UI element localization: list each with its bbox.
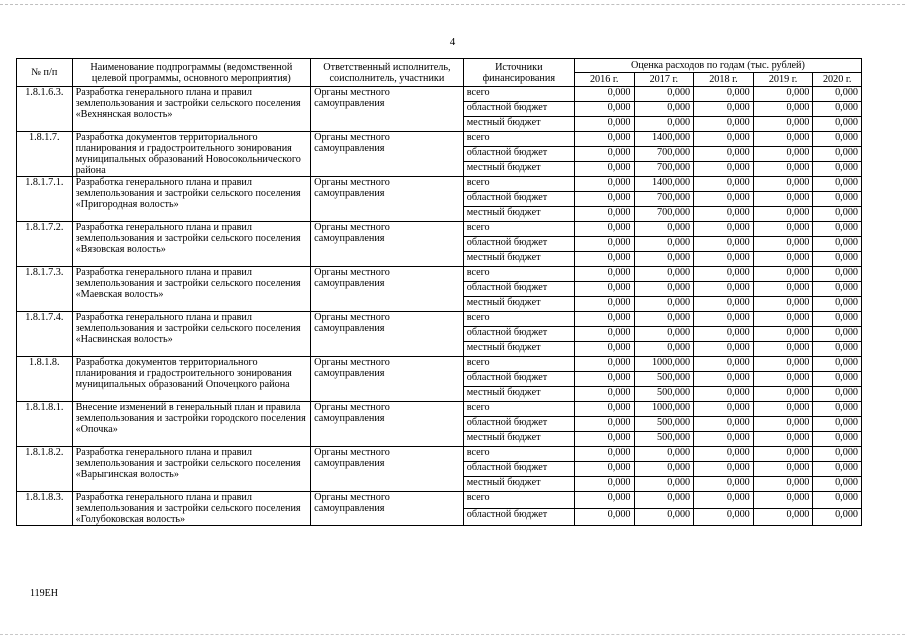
expense-value: 0,000: [574, 357, 634, 372]
header-estimate: Оценка расходов по годам (тыс. рублей): [574, 59, 861, 73]
expense-value: 0,000: [813, 267, 862, 282]
expense-value: 0,000: [634, 477, 694, 492]
expense-value: 0,000: [753, 327, 813, 342]
expense-value: 0,000: [813, 357, 862, 372]
expense-value: 0,000: [813, 132, 862, 147]
expense-value: 0,000: [574, 297, 634, 312]
table-row: [17, 357, 862, 372]
expense-value: 0,000: [813, 477, 862, 492]
row-number: 1.8.1.7.: [17, 132, 73, 177]
expense-value: 0,000: [753, 312, 813, 327]
expense-value: 0,000: [753, 462, 813, 477]
header-responsible: Ответственный исполнитель, соисполнитель, участники: [311, 59, 464, 87]
expense-value: 0,000: [634, 102, 694, 117]
expense-value: 0,000: [694, 447, 754, 462]
funding-source: областной бюджет: [463, 462, 574, 477]
expense-value: 0,000: [813, 387, 862, 402]
expense-value: 0,000: [634, 327, 694, 342]
activity-name: Разработка генерального плана и правил землепользования и застройки сельского поселения «Вехнянская волость»: [72, 87, 311, 132]
table-row: [17, 492, 862, 509]
responsible-executor: Органы местного самоуправления: [311, 312, 464, 357]
expense-value: 0,000: [813, 282, 862, 297]
expense-value: 0,000: [694, 177, 754, 192]
expense-value: 0,000: [813, 312, 862, 327]
expense-value: 1000,000: [634, 402, 694, 417]
expense-value: 0,000: [694, 492, 754, 509]
funding-source: всего: [463, 447, 574, 462]
expense-value: 0,000: [634, 312, 694, 327]
row-number: 1.8.1.7.4.: [17, 312, 73, 357]
expense-value: 0,000: [634, 252, 694, 267]
expense-value: 0,000: [574, 327, 634, 342]
expense-value: 0,000: [753, 87, 813, 102]
table-row: [17, 177, 862, 192]
expense-value: 0,000: [574, 477, 634, 492]
scan-edge-bottom: [0, 634, 905, 635]
header-row-1: [17, 59, 862, 73]
row-number: 1.8.1.8.2.: [17, 447, 73, 492]
table-row: [17, 132, 862, 147]
funding-source: местный бюджет: [463, 342, 574, 357]
expense-value: 0,000: [753, 402, 813, 417]
expense-value: 0,000: [574, 402, 634, 417]
expense-value: 0,000: [574, 162, 634, 177]
responsible-executor: Органы местного самоуправления: [311, 87, 464, 132]
table-row: [17, 222, 862, 237]
expense-value: 0,000: [813, 147, 862, 162]
expense-value: 0,000: [574, 222, 634, 237]
expense-value: 0,000: [634, 447, 694, 462]
funding-source: местный бюджет: [463, 117, 574, 132]
expense-value: 0,000: [694, 207, 754, 222]
expense-value: 0,000: [574, 252, 634, 267]
funding-source: всего: [463, 87, 574, 102]
expense-value: 0,000: [813, 372, 862, 387]
funding-source: областной бюджет: [463, 237, 574, 252]
activity-name: Разработка генерального плана и правил землепользования и застройки сельского поселения «Насвинская волость»: [72, 312, 311, 357]
expense-value: 0,000: [813, 237, 862, 252]
expense-value: 0,000: [634, 267, 694, 282]
expense-value: 0,000: [813, 447, 862, 462]
responsible-executor: Органы местного самоуправления: [311, 492, 464, 526]
expense-value: 0,000: [574, 387, 634, 402]
expense-value: 0,000: [753, 132, 813, 147]
expense-value: 0,000: [694, 432, 754, 447]
expense-value: 0,000: [694, 417, 754, 432]
activity-name: Внесение изменений в генеральный план и правила землепользования и застройки городского поселения «Опочка»: [72, 402, 311, 447]
expense-value: 0,000: [574, 492, 634, 509]
activity-name: Разработка генерального плана и правил землепользования и застройки сельского поселения «Варыгинская волость»: [72, 447, 311, 492]
expense-value: 0,000: [574, 117, 634, 132]
expense-value: 0,000: [694, 402, 754, 417]
expense-value: 0,000: [574, 207, 634, 222]
expense-value: 0,000: [813, 177, 862, 192]
funding-source: местный бюджет: [463, 162, 574, 177]
funding-source: всего: [463, 222, 574, 237]
expense-value: 0,000: [694, 312, 754, 327]
expense-value: 0,000: [634, 282, 694, 297]
expense-value: 0,000: [813, 492, 862, 509]
table-row: [17, 402, 862, 417]
expense-value: 0,000: [694, 147, 754, 162]
funding-source: местный бюджет: [463, 387, 574, 402]
expense-value: 0,000: [694, 132, 754, 147]
expense-value: 0,000: [753, 192, 813, 207]
table-row: [17, 312, 862, 327]
expense-value: 0,000: [574, 147, 634, 162]
funding-source: местный бюджет: [463, 477, 574, 492]
expense-value: 0,000: [694, 327, 754, 342]
activity-name: Разработка генерального плана и правил землепользования и застройки сельского поселения «Голубоковская волость»: [72, 492, 311, 526]
row-number: 1.8.1.8.3.: [17, 492, 73, 526]
expense-value: 0,000: [694, 462, 754, 477]
scan-edge-top: [0, 4, 905, 5]
expense-value: 0,000: [753, 477, 813, 492]
expense-value: 1000,000: [634, 357, 694, 372]
funding-source: местный бюджет: [463, 207, 574, 222]
funding-source: областной бюджет: [463, 192, 574, 207]
row-number: 1.8.1.6.3.: [17, 87, 73, 132]
expense-value: 0,000: [574, 237, 634, 252]
expense-value: 500,000: [634, 372, 694, 387]
expense-value: 0,000: [753, 357, 813, 372]
expense-value: 0,000: [694, 477, 754, 492]
activity-name: Разработка генерального плана и правил землепользования и застройки сельского поселения «Маевская волость»: [72, 267, 311, 312]
expense-value: 0,000: [634, 117, 694, 132]
expense-value: 0,000: [694, 237, 754, 252]
responsible-executor: Органы местного самоуправления: [311, 267, 464, 312]
row-number: 1.8.1.8.: [17, 357, 73, 402]
responsible-executor: Органы местного самоуправления: [311, 177, 464, 222]
table-row: [17, 267, 862, 282]
expense-value: 0,000: [753, 102, 813, 117]
expense-value: 0,000: [813, 509, 862, 526]
expense-value: 0,000: [634, 297, 694, 312]
expense-value: 0,000: [753, 492, 813, 509]
expense-value: 1400,000: [634, 177, 694, 192]
expense-value: 0,000: [813, 192, 862, 207]
expense-value: 0,000: [574, 372, 634, 387]
expense-value: 0,000: [574, 509, 634, 526]
header-year: 2018 г.: [694, 73, 754, 87]
expense-value: 0,000: [574, 282, 634, 297]
expense-value: 0,000: [753, 282, 813, 297]
expense-value: 0,000: [574, 192, 634, 207]
expense-value: 0,000: [694, 102, 754, 117]
expense-value: 0,000: [634, 342, 694, 357]
expense-value: 0,000: [753, 342, 813, 357]
header-year: 2017 г.: [634, 73, 694, 87]
funding-source: местный бюджет: [463, 297, 574, 312]
activity-name: Разработка генерального плана и правил землепользования и застройки сельского поселения «Вязовская волость»: [72, 222, 311, 267]
expense-value: 0,000: [753, 222, 813, 237]
expense-value: 0,000: [694, 117, 754, 132]
funding-source: всего: [463, 177, 574, 192]
activity-name: Разработка генерального плана и правил землепользования и застройки сельского поселения «Пригородная волость»: [72, 177, 311, 222]
funding-source: областной бюджет: [463, 417, 574, 432]
expense-value: 0,000: [694, 387, 754, 402]
expense-value: 0,000: [753, 162, 813, 177]
expense-value: 0,000: [813, 117, 862, 132]
expense-value: 0,000: [694, 252, 754, 267]
expense-value: 0,000: [634, 87, 694, 102]
expense-value: 500,000: [634, 417, 694, 432]
funding-source: местный бюджет: [463, 432, 574, 447]
funding-source: областной бюджет: [463, 509, 574, 526]
expense-value: 700,000: [634, 147, 694, 162]
expense-value: 0,000: [574, 267, 634, 282]
expense-value: 0,000: [694, 342, 754, 357]
expense-value: 0,000: [813, 207, 862, 222]
expense-value: 0,000: [753, 297, 813, 312]
expense-value: 0,000: [753, 252, 813, 267]
header-name: Наименование подпрограммы (ведомственной целевой программы, основного мероприятия): [72, 59, 311, 87]
funding-source: областной бюджет: [463, 147, 574, 162]
header-year: 2019 г.: [753, 73, 813, 87]
funding-source: всего: [463, 312, 574, 327]
expense-value: 0,000: [813, 87, 862, 102]
responsible-executor: Органы местного самоуправления: [311, 132, 464, 177]
header-sources: Источники финансирования: [463, 59, 574, 87]
table-row: [17, 87, 862, 102]
expense-value: 0,000: [574, 432, 634, 447]
funding-source: всего: [463, 132, 574, 147]
expense-value: 0,000: [694, 222, 754, 237]
table-row: [17, 447, 862, 462]
expense-value: 500,000: [634, 387, 694, 402]
expense-value: 0,000: [634, 492, 694, 509]
responsible-executor: Органы местного самоуправления: [311, 357, 464, 402]
expense-value: 0,000: [753, 267, 813, 282]
table-body: [17, 87, 862, 526]
expense-value: 0,000: [753, 432, 813, 447]
expense-value: 0,000: [574, 312, 634, 327]
expense-value: 0,000: [694, 297, 754, 312]
funding-source: местный бюджет: [463, 252, 574, 267]
expenditure-table: [16, 58, 862, 526]
expense-value: 0,000: [753, 447, 813, 462]
expense-value: 0,000: [813, 102, 862, 117]
expense-value: 0,000: [813, 342, 862, 357]
expense-value: 0,000: [813, 327, 862, 342]
funding-source: областной бюджет: [463, 327, 574, 342]
expense-value: 700,000: [634, 207, 694, 222]
header-year: 2016 г.: [574, 73, 634, 87]
expense-value: 0,000: [813, 417, 862, 432]
funding-source: областной бюджет: [463, 102, 574, 117]
expense-value: 0,000: [694, 87, 754, 102]
expense-value: 0,000: [574, 87, 634, 102]
funding-source: всего: [463, 492, 574, 509]
expense-value: 0,000: [694, 282, 754, 297]
footer-code: 119ЕН: [30, 588, 58, 599]
page-number: 4: [449, 36, 456, 48]
funding-source: областной бюджет: [463, 372, 574, 387]
expense-value: 0,000: [813, 462, 862, 477]
expense-value: 0,000: [634, 509, 694, 526]
expense-value: 0,000: [574, 177, 634, 192]
expense-value: 0,000: [634, 222, 694, 237]
row-number: 1.8.1.7.3.: [17, 267, 73, 312]
row-number: 1.8.1.8.1.: [17, 402, 73, 447]
header-num: № п/п: [17, 59, 73, 87]
funding-source: всего: [463, 402, 574, 417]
expense-value: 1400,000: [634, 132, 694, 147]
expense-value: 0,000: [574, 447, 634, 462]
expense-value: 0,000: [694, 192, 754, 207]
expense-value: 0,000: [574, 462, 634, 477]
expense-value: 0,000: [574, 342, 634, 357]
expense-value: 0,000: [574, 102, 634, 117]
expense-value: 0,000: [813, 252, 862, 267]
funding-source: всего: [463, 267, 574, 282]
expense-value: 0,000: [634, 462, 694, 477]
expense-value: 0,000: [753, 177, 813, 192]
expense-value: 700,000: [634, 192, 694, 207]
responsible-executor: Органы местного самоуправления: [311, 447, 464, 492]
expense-value: 0,000: [753, 147, 813, 162]
row-number: 1.8.1.7.1.: [17, 177, 73, 222]
expense-value: 0,000: [574, 417, 634, 432]
funding-source: областной бюджет: [463, 282, 574, 297]
expense-value: 0,000: [694, 267, 754, 282]
expense-value: 700,000: [634, 162, 694, 177]
expense-value: 0,000: [753, 207, 813, 222]
expense-value: 0,000: [753, 372, 813, 387]
expense-value: 500,000: [634, 432, 694, 447]
row-number: 1.8.1.7.2.: [17, 222, 73, 267]
expense-value: 0,000: [574, 132, 634, 147]
expense-value: 0,000: [753, 509, 813, 526]
expense-value: 0,000: [813, 432, 862, 447]
header-year: 2020 г.: [813, 73, 862, 87]
expense-value: 0,000: [813, 162, 862, 177]
expense-value: 0,000: [813, 402, 862, 417]
activity-name: Разработка документов территориального планирования и градостроительного зонирования муниципальных образований Новосокольнического района: [72, 132, 311, 177]
expense-value: 0,000: [813, 297, 862, 312]
expense-value: 0,000: [634, 237, 694, 252]
responsible-executor: Органы местного самоуправления: [311, 222, 464, 267]
expense-value: 0,000: [694, 509, 754, 526]
expense-value: 0,000: [753, 417, 813, 432]
expense-value: 0,000: [753, 237, 813, 252]
expense-value: 0,000: [753, 117, 813, 132]
expense-value: 0,000: [753, 387, 813, 402]
funding-source: всего: [463, 357, 574, 372]
responsible-executor: Органы местного самоуправления: [311, 402, 464, 447]
expense-value: 0,000: [813, 222, 862, 237]
activity-name: Разработка документов территориального планирования и градостроительного зонирования муниципальных образований Опочецкого района: [72, 357, 311, 402]
expense-value: 0,000: [694, 357, 754, 372]
expense-value: 0,000: [694, 162, 754, 177]
expense-value: 0,000: [694, 372, 754, 387]
